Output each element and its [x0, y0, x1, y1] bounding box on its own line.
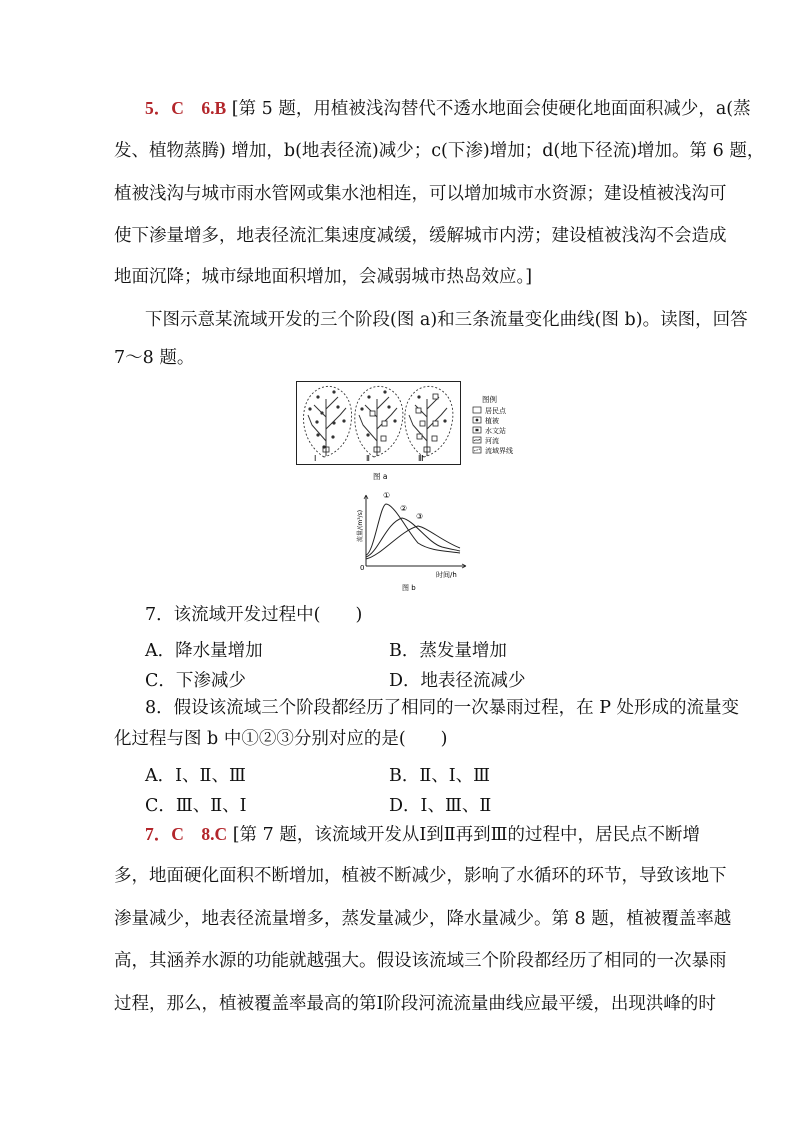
y-axis-label: 流量/(m³/s)	[357, 509, 364, 542]
legend-label: 水文站	[485, 427, 506, 435]
basin-stage-1	[304, 386, 352, 457]
stage-label: Ⅰ	[314, 454, 317, 463]
legend-title: 图例	[482, 395, 497, 404]
question-8-option-c: C．Ⅲ、Ⅱ、Ⅰ	[145, 796, 247, 816]
question-8-option-d: D．Ⅰ、Ⅲ、Ⅱ	[389, 796, 492, 816]
question-7-option-c: C．下渗减少	[145, 671, 246, 691]
basin-stage-3	[405, 386, 453, 457]
legend-label: 居民点	[485, 407, 506, 415]
explanation-text: [第 5 题，用植被浅沟替代不透水地面会使硬化地面面积减少，a(蒸	[231, 99, 751, 119]
explanation-text: 发、植物蒸腾) 增加，b(地表径流)减少；c(下渗)增加；d(地下径流)增加。第 6 题，	[114, 141, 765, 161]
settlement-icon	[473, 407, 481, 413]
vegetation-markers	[360, 390, 396, 436]
legend-label: 流域界线	[485, 447, 513, 455]
curve-label: ①	[383, 491, 391, 500]
answer-5-6-line	[145, 100, 751, 119]
question-7-option-b: B．蒸发量增加	[389, 641, 507, 661]
stage-label: Ⅱ	[366, 454, 370, 463]
question-7-option-a: A．降水量增加	[145, 641, 263, 661]
origin-label: 0	[360, 564, 365, 572]
legend-label: 河流	[485, 437, 499, 445]
explanation-text: 地面沉降；城市绿地面积增加，会减弱城市热岛效应。]	[114, 267, 533, 287]
stage-label: Ⅲ	[418, 454, 424, 463]
intro-text: 7～8 题。	[114, 348, 195, 368]
basin-stage-2	[355, 386, 403, 457]
legend	[473, 406, 513, 455]
legend-label: 植被	[485, 417, 499, 425]
vegetation-markers	[308, 390, 345, 448]
question-7-stem: 7．该流域开发过程中( )	[145, 605, 363, 625]
question-8-stem: 8．假设该流域三个阶段都经历了相同的一次暴雨过程，在 P 处形成的流量变	[145, 698, 740, 718]
vegetation-markers	[417, 395, 446, 422]
explanation-text: [第 7 题，该流域开发从Ⅰ到Ⅱ再到Ⅲ的过程中，居民点不断增	[232, 825, 701, 845]
answer-7-8-line	[145, 826, 700, 845]
intro-text: 下图示意某流域开发的三个阶段(图 a)和三条流量变化曲线(图 b)。读图，回答	[145, 310, 748, 330]
curve-label: ③	[416, 512, 424, 521]
x-axis-label: 时间/h	[436, 571, 457, 579]
answer-5-6-label: 5．C 6.B	[145, 98, 227, 118]
answer-7-8-label: 7．C 8.C	[145, 824, 228, 844]
figure-b-discharge-curves	[352, 487, 470, 592]
explanation-text: 植被浅沟与城市雨水管网或集水池相连，可以增加城市水资源；建设植被浅沟可	[114, 184, 727, 204]
question-7-option-d: D．地表径流减少	[389, 671, 526, 691]
question-8-option-b: B．Ⅱ、Ⅰ、Ⅲ	[389, 766, 491, 786]
explanation-text: 高，其涵养水源的功能就越强大。假设该流域三个阶段都经历了相同的一次暴雨	[114, 951, 727, 971]
question-8-option-a: A．Ⅰ、Ⅱ、Ⅲ	[145, 766, 246, 786]
question-8-stem: 化过程与图 b 中①②③分别对应的是( )	[114, 729, 448, 749]
explanation-text: 使下渗量增多，地表径流汇集速度减缓，缓解城市内涝；建设植被浅沟不会造成	[114, 226, 727, 246]
curve-label: ②	[400, 504, 408, 513]
explanation-text: 渗量减少，地表径流量增多，蒸发量减少，降水量减少。第 8 题，植被覆盖率越	[114, 909, 732, 929]
curve-1	[366, 504, 460, 555]
figure-b-caption: 图 b	[402, 584, 416, 592]
figure-a-caption: 图 a	[373, 472, 388, 481]
figure-a-basin-stages	[296, 381, 536, 484]
explanation-text: 多，地面硬化面积不断增加，植被不断减少，影响了水循环的环节，导致该地下	[114, 866, 727, 886]
explanation-text: 过程，那么，植被覆盖率最高的第Ⅰ阶段河流流量曲线应最平缓，出现洪峰的时	[114, 994, 716, 1014]
